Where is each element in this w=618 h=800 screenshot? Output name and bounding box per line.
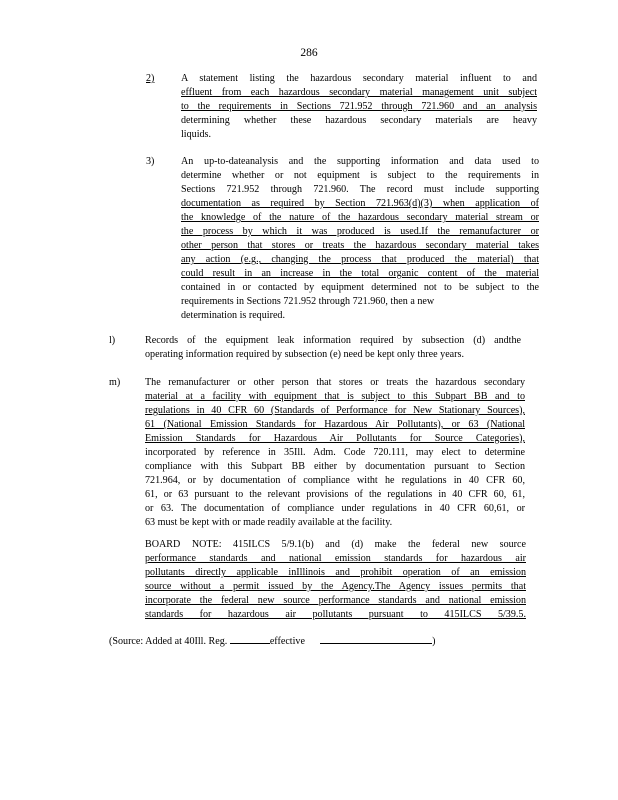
item-3-line: could result in an increase in the total organic content of the material bbox=[181, 268, 539, 279]
board-note-line: source without a permit issued by the Agency.The Agency issues permits that bbox=[145, 581, 526, 592]
item-2-line: to the requirements in Sections 721.952 through 721.960 and an analysis bbox=[181, 101, 537, 112]
source-blank bbox=[230, 633, 270, 644]
item-3-line: any action (e.g., changing the process that produced the material) that bbox=[181, 254, 539, 265]
item-m-line: 721.964, or by documentation of compliance witht he regulations in 40 CFR 60, bbox=[145, 475, 525, 486]
item-m-line: or 63. The documentation of compliance under regulations in 40 CFR 60,61, or bbox=[145, 503, 525, 514]
item-2-line: effluent from each hazardous secondary material management unit subject bbox=[181, 87, 537, 98]
item-3-line: requirements in Sections 721.952 through 721.960, then a new bbox=[181, 296, 435, 307]
item-2-line: determining whether these hazardous secondary materials are heavy bbox=[181, 115, 537, 126]
item-m-line: 61, or 63 pursuant to the relevant provisions of the regulations in 40 CFR 60, 61, bbox=[145, 489, 525, 500]
board-note-line: performance standards and national emission standards for hazardous air bbox=[145, 553, 526, 564]
source-line bbox=[109, 633, 529, 649]
item-2-line: liquids. bbox=[181, 129, 212, 140]
item-l-label: l) bbox=[109, 335, 116, 346]
item-l-line: operating information required by subsection (e) need be kept only three years. bbox=[145, 349, 464, 360]
board-note-line: pollutants directly applicable inIllinois and prohibit operation of an emission bbox=[145, 567, 526, 578]
item-m-line: The remanufacturer or other person that stores or treats the hazardous secondary bbox=[145, 377, 525, 388]
source-prefix: (Source: Added at 40Ill. Reg. bbox=[109, 636, 228, 647]
item-l-line: Records of the equipment leak information required by subsection (d) andthe bbox=[145, 335, 521, 346]
item-2-text bbox=[181, 72, 537, 142]
item-m-line: 63 must be kept with or made readily available at the facility. bbox=[145, 517, 393, 528]
item-3-line: the process by which it was produced is used.If the remanufacturer or bbox=[181, 226, 539, 237]
item-m-text bbox=[145, 376, 525, 530]
board-note-line: standards for hazardous air pollutants pursuant to 415ILCS 5/39.5. bbox=[145, 609, 526, 620]
item-3-line: contained in or contacted by equipment determined not to be subject to the bbox=[181, 282, 539, 293]
item-m-line: incorporated by reference in 35Ill. Adm. Code 720.111, may elect to determine bbox=[145, 447, 525, 458]
page-number: 286 bbox=[300, 47, 318, 59]
item-m-line: material at a facility with equipment that is subject to this Subpart BB and to bbox=[145, 391, 525, 402]
item-l-text bbox=[145, 334, 521, 362]
item-m-label: m) bbox=[109, 377, 121, 388]
board-note bbox=[145, 538, 526, 622]
item-m-line: compliance with this Subpart BB either by documentation pursuant to Section bbox=[145, 461, 525, 472]
item-3-label: 3) bbox=[146, 156, 155, 167]
board-note-line: BOARD NOTE: 415ILCS 5/9.1(b) and (d) make the federal new source bbox=[145, 539, 526, 550]
item-m-line: regulations in 40 CFR 60 (Standards of Performance for New Stationary Sources), bbox=[145, 405, 525, 416]
item-3-line: documentation as required by Section 721.963(d)(3) when application of bbox=[181, 198, 539, 209]
item-m-line: Emission Standards for Hazardous Air Pollutants for Source Categories), bbox=[145, 433, 525, 444]
item-3-line: Sections 721.952 through 721.960. The record must include supporting bbox=[181, 184, 539, 195]
item-3-line: An up-to-dateanalysis and the supporting information and data used to bbox=[181, 156, 539, 167]
item-2-line: A statement listing the hazardous secondary material influent to and bbox=[181, 73, 537, 84]
source-date-blank bbox=[320, 633, 432, 644]
item-m-line: 61 (National Emission Standards for Hazardous Air Pollutants), or 63 (National bbox=[145, 419, 525, 430]
source-close: ) bbox=[432, 636, 436, 647]
item-2-label: 2) bbox=[146, 73, 155, 84]
item-3-line: determination is required. bbox=[181, 310, 285, 321]
board-note-line: incorporate the federal new source performance standards and national emission bbox=[145, 595, 526, 606]
item-3-line: the knowledge of the nature of the hazardous secondary material stream or bbox=[181, 212, 539, 223]
item-3-line: determine whether or not equipment is subject to the requirements in bbox=[181, 170, 539, 181]
source-effective: effective bbox=[269, 636, 305, 647]
item-3-line: other person that stores or treats the hazardous secondary material takes bbox=[181, 240, 539, 251]
item-3-text bbox=[181, 155, 539, 323]
